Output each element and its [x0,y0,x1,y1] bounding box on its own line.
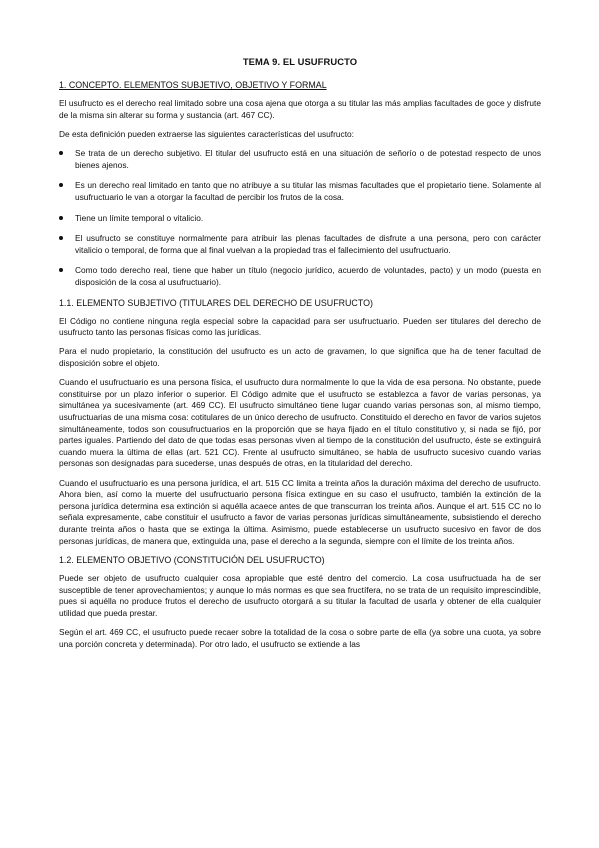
list-item [59,265,541,288]
list-item [59,180,541,203]
paragraph-persona-juridica: Cuando el usufructuario es una persona jurídica, el art. 515 CC limita a treinta años la duración máxima del derecho de usufructo. Ahora bien, así como la muerte del usufructuario persona física extingue en su caso el usufructo, también la extinción de la persona jurídica determina esa extinción si aquélla acaece antes de que transcurran los treinta años. Aunque el art. 515 CC no lo señala expresamente, cabe constituir el usufructo a favor de varias personas jurídicas simultáneamente, subsistiendo el derecho durante treinta años o hasta que se extinga la última. Asimismo, puede establecerse un usufructo sucesivo en favor de dos personas jurídicas, de manera que, extinguida una, pase el derecho a la segunda, siempre con el límite de los treinta años. [59,477,541,546]
list-item [59,148,541,171]
list-item-text: Como todo derecho real, tiene que haber un título (negocio jurídico, acuerdo de voluntades, pacto) y un modo (puesta en disposición de la cosa al usufructuario). [75,265,541,287]
bullet-icon [59,151,63,155]
list-item-text: El usufructo se constituye normalmente para atribuir las plenas facultades de disfrute a una persona, pero con carácter vitalicio o temporal, de forma que al final vuelvan a la propiedad tras el fallecimiento del usufructuario. [75,233,541,255]
section-heading-elemento-objetivo: 1.2. ELEMENTO OBJETIVO (CONSTITUCIÓN DEL USUFRUCTO) [59,554,325,565]
document-body [59,56,541,658]
paragraph-nudo-propietario: Para el nudo propietario, la constitución del usufructo es un acto de gravamen, lo que significa que ha de tener facultad de disposición sobre el objeto. [59,346,541,368]
list-item-text: Se trata de un derecho subjetivo. El titular del usufructo está en una situación de señorío o de potestad respecto de unos bienes ajenos. [75,148,541,170]
paragraph-art-469: Según el art. 469 CC, el usufructo puede recaer sobre la totalidad de la cosa o sobre parte de ella (ya sobre una cuota, ya sobre una porción concreta y determinada). Por otro lado, el usufructo se extiende a las [59,627,541,649]
paragraph-objeto: Puede ser objeto de usufructo cualquier cosa apropiable que esté dentro del comercio. La cosa usufructuada ha de ser susceptible de tener aprovechamientos; y aunque lo más normas es que sea fructífera, no se trata de un requisito imprescindible, pues si aquélla no produce frutos el derecho de usufructo otorgará a su titular la facultad de usarla y obtener de ella cualquier utilidad que pueda prestar. [59,572,541,618]
bullet-icon [59,183,63,187]
section-heading-elemento-subjetivo: 1.1. ELEMENTO SUBJETIVO (TITULARES DEL DERECHO DE USUFRUCTO) [59,297,373,308]
paragraph-persona-fisica: Cuando el usufructuario es una persona física, el usufructo dura normalmente lo que la vida de esa persona. No obstante, puede constituirse por un plazo inferior o superior. El Código admite que el usufructo se establezca a favor de varias personas, ya simultánea ya sucesivamente (art. 469 CC). El usufructo simultáneo tiene lugar cuando varias personas son, al mismo tiempo, usufructuarias de una misma cosa: cotitulares de un único derecho de usufructo. Constituido el derecho en favor de varios sujetos simultáneamente, todos son cousufructuarios en la proporción que se haya fijado en el título constitutivo y, si nada se fijó, por partes iguales. Partiendo del dato de que todas esas personas viven al tiempo de la constitución del usufructo, éste se extinguirá cuando muera la última de ellas (art. 521 CC). Frente al usufructo simultáneo, se habla de usufructo sucesivo cuando varias personas son designadas para sucederse, unas después de otras, en la titularidad del derecho. [59,377,541,469]
paragraph-capacidad: El Código no contiene ninguna regla especial sobre la capacidad para ser usufructuario. Pueden ser titulares del derecho de usufructo tanto las personas físicas como las jurídicas. [59,315,541,338]
list-item-text: Es un derecho real limitado en tanto que no atribuye a su titular las mismas facultades que el propietario tiene. Solamente al usufructuario le van a otorgar la facultad de percibir los frutos de la cosa. [75,180,541,202]
document-title: TEMA 9. EL USUFRUCTO [242,56,358,67]
bullet-icon [59,216,63,220]
paragraph-characteristics-intro: De esta definición pueden extraerse las siguientes características del usufructo: [59,128,354,139]
paragraph-definition: El usufructo es el derecho real limitado sobre una cosa ajena que otorga a su titular las más amplias facultades de goce y disfrute de la misma sin alterar su forma y sustancia (art. 467 CC). [59,98,541,120]
section-heading-concepto: 1. CONCEPTO. ELEMENTOS SUBJETIVO, OBJETIVO Y FORMAL [59,80,327,90]
characteristics-list [59,148,541,288]
bullet-icon [59,236,63,240]
list-item-text: Tiene un límite temporal o vitalicio. [75,212,204,223]
list-item [59,213,541,225]
bullet-icon [59,268,63,272]
list-item [59,233,541,256]
